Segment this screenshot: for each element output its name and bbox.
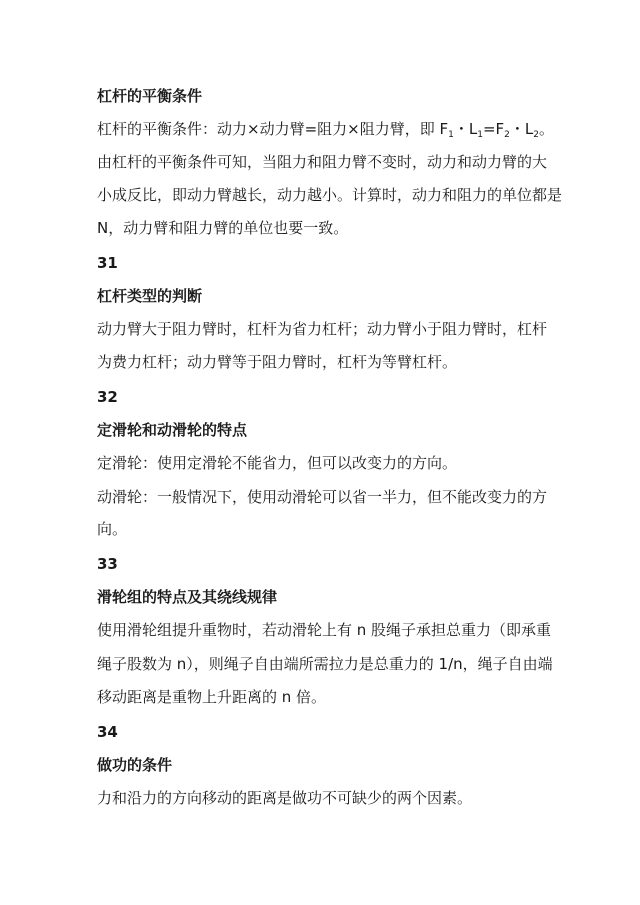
section-number-34: 34 xyxy=(97,723,118,741)
paragraph-line: 力和沿力的方向移动的距离是做功不可缺少的两个因素。 xyxy=(97,789,473,807)
section-number-32: 32 xyxy=(97,388,118,406)
formula-suffix: 。 xyxy=(538,120,554,138)
section-heading-pulley-block: 滑轮组的特点及其绕线规律 xyxy=(97,588,278,606)
formula-subscript-3: 2 xyxy=(504,130,510,140)
paragraph-line: 动力臂大于阻力臂时，杠杆为省力杠杆；动力臂小于阻力臂时，杠杆 xyxy=(97,320,548,338)
paragraph-line: 为费力杠杆；动力臂等于阻力臂时，杠杆为等臂杠杆。 xyxy=(97,353,458,371)
formula-mid-3: ・L xyxy=(509,120,534,138)
formula-mid-1: ・L xyxy=(453,120,478,138)
paragraph-line: 由杠杆的平衡条件可知，当阻力和阻力臂不变时，动力和动力臂的大 xyxy=(97,153,548,171)
section-heading-lever-types: 杠杆类型的判断 xyxy=(97,287,203,305)
section-heading-lever-balance: 杠杆的平衡条件 xyxy=(97,87,203,105)
formula-subscript-1: 1 xyxy=(448,130,454,140)
paragraph-line: 定滑轮：使用定滑轮不能省力，但可以改变力的方向。 xyxy=(97,454,458,472)
paragraph-line: N，动力臂和阻力臂的单位也要一致。 xyxy=(97,219,349,237)
paragraph-line: 动滑轮：一般情况下，使用动滑轮可以省一半力，但不能改变力的方 xyxy=(97,488,548,506)
formula-mid-2: =F xyxy=(482,120,505,138)
paragraph-line: 向。 xyxy=(97,520,128,538)
formula-prefix: 杠杆的平衡条件：动力×动力臂=阻力×阻力臂，即 F xyxy=(97,120,449,138)
section-heading-pulleys: 定滑轮和动滑轮的特点 xyxy=(97,421,248,439)
paragraph-line: 小成反比，即动力臂越长，动力越小。计算时，动力和阻力的单位都是 xyxy=(97,186,563,204)
section-number-31: 31 xyxy=(97,254,118,272)
section-number-33: 33 xyxy=(97,555,118,573)
lever-balance-formula xyxy=(97,119,554,142)
paragraph-line: 绳子股数为 n），则绳子自由端所需拉力是总重力的 1/n，绳子自由端 xyxy=(97,655,553,673)
paragraph-line: 使用滑轮组提升重物时，若动滑轮上有 n 股绳子承担总重力（即承重 xyxy=(97,621,552,639)
paragraph-line: 移动距离是重物上升距离的 n 倍。 xyxy=(97,688,327,706)
formula-subscript-2: 1 xyxy=(477,130,483,140)
section-heading-work-conditions: 做功的条件 xyxy=(97,756,173,774)
formula-subscript-4: 2 xyxy=(533,130,539,140)
